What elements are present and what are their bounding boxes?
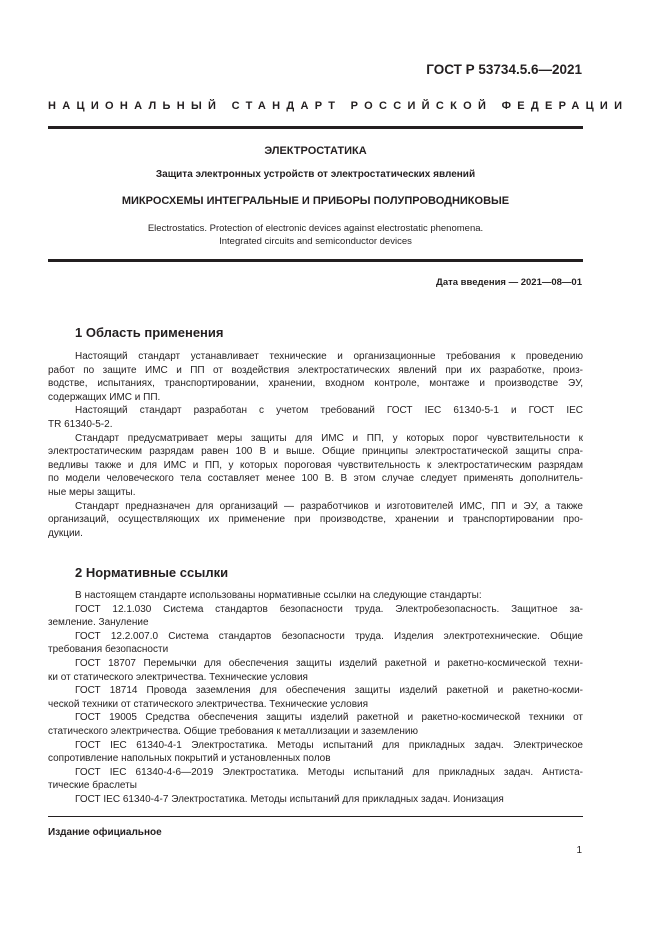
references-intro: В настоящем стандарте использованы нормативные ссылки на следующие стандарты: — [75, 590, 482, 601]
paragraph-threshold — [48, 432, 583, 500]
reference-item — [48, 684, 583, 711]
text-line: ки от статического электричества. Технические условия — [48, 671, 308, 683]
text-line: ГОСТ 19005 Средства обеспечения защиты изделий ракетной и ракетно-космической техники от — [75, 712, 583, 724]
reference-item — [48, 630, 583, 657]
text-line: Настоящий стандарт устанавливает технические и организационные требования к проведению — [75, 351, 583, 362]
section-2-body — [48, 589, 583, 807]
text-line: ГОСТ IEC 61340-4-6—2019 Электростатика. Методы испытаний для прикладных задач. Антиста- — [75, 766, 583, 778]
paragraph-scope — [48, 350, 583, 404]
text-line: ческой техники от статического электричества. Технические условия — [48, 698, 369, 710]
text-line: ГОСТ 12.1.030 Система стандартов безопасности труда. Электробезопасность. Защитное за- — [75, 603, 583, 615]
reference-item — [48, 603, 583, 630]
page-number: 1 — [576, 845, 582, 856]
reference-item — [48, 793, 583, 807]
text-line: требования безопасности — [48, 644, 169, 656]
text-line: ГОСТ 18707 Перемычки для обеспечения защиты изделий ракетной и ракетно-космической техни- — [75, 657, 583, 669]
title-bottom-rule — [48, 259, 583, 262]
text-line: земление. Зануление — [48, 617, 149, 629]
text-line: Стандарт предусматривает меры защиты для ИМС и ПП, у которых порог чувствительности к — [75, 432, 583, 444]
reference-item — [48, 739, 583, 766]
text-line: ГОСТ IEC 61340-4-1 Электростатика. Методы испытаний для прикладных задач. Электрическое — [75, 739, 583, 751]
text-line: ведливы также и для ИМС и ПП, у которых пороговая чувствительность к электростатическим разрядам — [48, 459, 583, 471]
title-main: ЭЛЕКТРОСТАТИКА — [264, 145, 367, 157]
text-line: водстве, испытаниях, транспортировании, хранении, входном контроле, монтаже и производстве ЭУ, — [48, 378, 583, 390]
text-line: работ по защите ИМС и ПП от воздействия электростатических явлений при их разработке, произ- — [48, 364, 583, 376]
title-english-line-2: Integrated circuits and semiconductor devices — [219, 236, 412, 247]
edition-label: Издание официальное — [48, 827, 162, 838]
reference-item — [48, 711, 583, 738]
title-subtitle-1: Защита электронных устройств от электростатических явлений — [155, 169, 476, 180]
paragraph-audience — [48, 500, 583, 541]
footer-rule — [48, 816, 583, 817]
text-line: ГОСТ 12.2.007.0 Система стандартов безопасности труда. Изделия электротехнические. Общие — [75, 630, 583, 642]
top-rule — [48, 126, 583, 129]
section-2-heading: 2 Нормативные ссылки — [75, 565, 229, 580]
reference-item — [48, 766, 583, 793]
introduction-date: Дата введения — 2021—08—01 — [436, 277, 582, 288]
national-standard-heading: НАЦИОНАЛЬНЫЙ СТАНДАРТ РОССИЙСКОЙ ФЕДЕРАЦИИ — [48, 100, 629, 112]
text-line: содержащих ИМС и ПП. — [48, 391, 161, 403]
reference-item — [48, 657, 583, 684]
text-line: Настоящий стандарт разработан с учетом требований ГОСТ IEC 61340-5-1 и ГОСТ IEC — [75, 405, 583, 417]
text-line: тические браслеты — [48, 780, 137, 792]
text-line: по модели человеческого тела составляет менее 100 В. В этом случае следует применять дополнитель- — [48, 473, 583, 485]
text-line: организаций, осуществляющих их применение при производстве, хранении и транспортировании про- — [48, 514, 583, 526]
text-line: электростатическим разрядам равен 100 В и выше. Общие принципы электростатической защиты спра- — [48, 446, 583, 458]
title-english — [48, 222, 583, 248]
document-code: ГОСТ Р 53734.5.6—2021 — [426, 62, 582, 77]
paragraph-basis — [48, 404, 583, 431]
text-line: дукции. — [48, 527, 83, 539]
text-line: ГОСТ IEC 61340-4-7 Электростатика. Методы испытаний для прикладных задач. Ионизация — [75, 793, 504, 805]
text-line: ные меры защиты. — [48, 486, 136, 498]
text-line: статического электричества. Общие требования к металлизации и заземлению — [48, 725, 419, 737]
section-1-body — [48, 350, 583, 540]
title-english-line-1: Electrostatics. Protection of electronic devices against electrostatic phenomena. — [147, 223, 484, 234]
section-1-heading: 1 Область применения — [75, 325, 224, 340]
text-line: ГОСТ 18714 Провода заземления для обеспечения защиты изделий ракетной и ракетно-косми- — [75, 685, 583, 697]
text-line: Стандарт предназначен для организаций — разработчиков и изготовителей ИМС, ПП и ЭУ, а также — [75, 500, 583, 512]
text-line: TR 61340-5-2. — [48, 418, 113, 430]
text-line: сопротивление напольных покрытий и установленных полов — [48, 753, 331, 765]
title-subtitle-2: МИКРОСХЕМЫ ИНТЕГРАЛЬНЫЕ И ПРИБОРЫ ПОЛУПРОВОДНИКОВЫЕ — [121, 195, 510, 207]
